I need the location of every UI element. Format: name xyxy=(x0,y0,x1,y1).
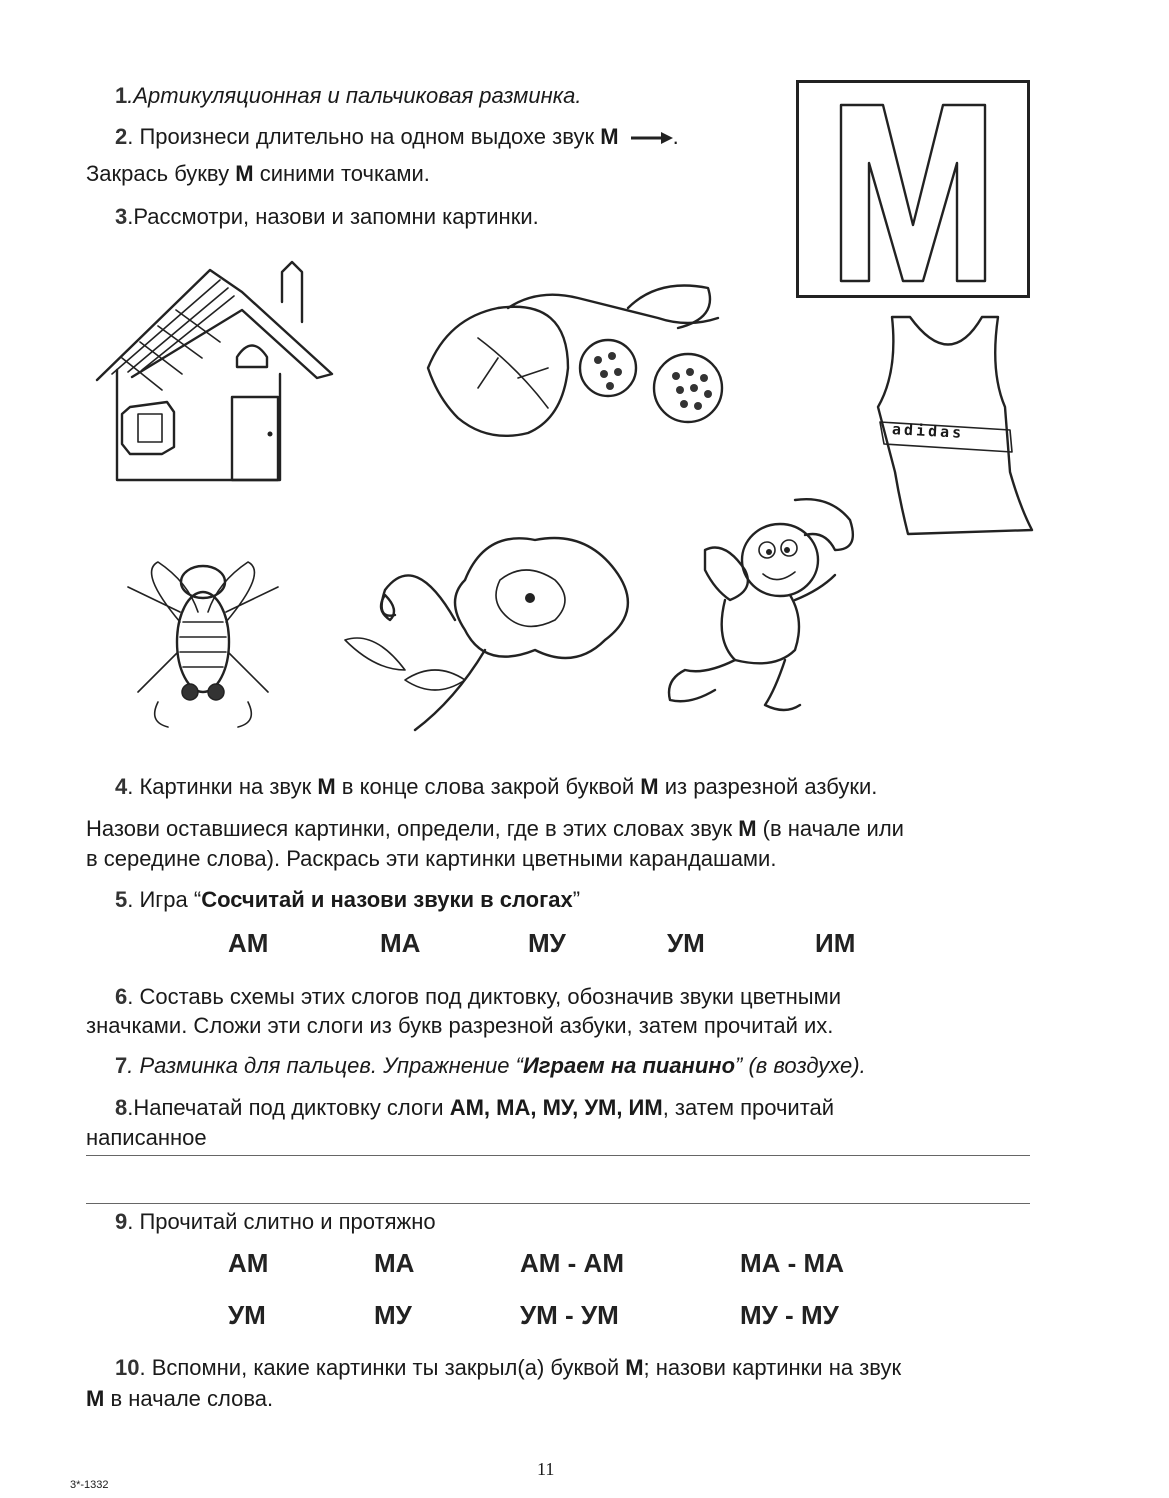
task-8: 8.Напечатай под диктовку слоги АМ, МА, МУ, УМ, ИМ, затем прочитай xyxy=(115,1095,835,1120)
syllable: МУ xyxy=(528,928,566,958)
task-2-line-2: Закрась букву М синими точками. xyxy=(86,161,430,186)
task-7: 7. Разминка для пальцев. Упражнение “Играем на пианино” (в воздухе). xyxy=(115,1053,866,1078)
syllable: УМ - УМ xyxy=(520,1300,619,1330)
task-text: .Рассмотри, назови и запомни картинки. xyxy=(127,204,539,229)
syllable: АМ xyxy=(228,928,269,958)
task-9: 9. Прочитай слитно и протяжно xyxy=(115,1209,436,1234)
arrow-right-icon xyxy=(629,130,673,146)
syllable: МУ xyxy=(374,1300,412,1330)
task-2: 2. Произнеси длительно на одном выдохе звук М . xyxy=(115,124,679,149)
task-6: 6. Составь схемы этих слогов под диктовку, обозначив звуки цветными xyxy=(115,984,842,1009)
syllable: МА xyxy=(380,928,421,958)
syllable: УМ xyxy=(228,1300,266,1330)
sound-letter: М xyxy=(600,124,619,149)
task-number: 3 xyxy=(115,204,128,229)
syllable: АМ - АМ xyxy=(520,1248,624,1278)
outline-letter-m xyxy=(799,83,1027,295)
print-code: 3*-1332 xyxy=(70,1479,109,1491)
task-text: . Произнеси длительно на одном выдохе звук xyxy=(127,124,601,149)
syllable: МУ - МУ xyxy=(740,1300,839,1330)
syllable: МА - МА xyxy=(740,1248,844,1278)
writing-line[interactable] xyxy=(86,1203,1030,1204)
house-picture xyxy=(92,262,337,487)
task-1 xyxy=(115,82,581,110)
task-number: 5 xyxy=(115,887,128,912)
task-4: 4. Картинки на звук М в конце слова закрой буквой М из разрезной азбуки. xyxy=(115,774,878,799)
task-4-line-2: Назови оставшиеся картинки, определи, где в этих словах звук М (в начале или xyxy=(86,816,904,841)
task-10-line-2: М в начале слова. xyxy=(86,1386,274,1411)
letter-card xyxy=(796,80,1030,298)
task-3 xyxy=(115,203,539,231)
syllable: УМ xyxy=(667,928,705,958)
task-5: 5. Игра “Сосчитай и назови звуки в слогах” xyxy=(115,887,581,912)
fly-picture xyxy=(118,542,288,732)
task-number: 6 xyxy=(115,984,128,1009)
rose-picture xyxy=(335,520,665,735)
brand-label: adidas xyxy=(891,420,965,442)
task-number: 7 xyxy=(115,1053,128,1078)
task-number: 4 xyxy=(115,774,128,799)
raspberry-picture xyxy=(418,278,748,458)
task-8-line-2: написанное xyxy=(86,1125,207,1150)
gnome-picture xyxy=(655,490,865,725)
syllable: АМ xyxy=(228,1248,269,1278)
task-number: 9 xyxy=(115,1209,128,1234)
task-number: 10 xyxy=(115,1355,140,1380)
page-number: 11 xyxy=(537,1459,555,1479)
tank-top-picture xyxy=(870,312,1030,537)
task-number: 2 xyxy=(115,124,128,149)
task-number: 1 xyxy=(115,83,128,108)
syllable: МА xyxy=(374,1248,415,1278)
task-text: .Артикуляционная и пальчиковая разминка. xyxy=(127,83,582,108)
task-10: 10. Вспомни, какие картинки ты закрыл(а) буквой М; назови картинки на звук xyxy=(115,1355,902,1380)
syllable: ИМ xyxy=(815,928,856,958)
writing-line[interactable] xyxy=(86,1155,1030,1156)
task-4-line-3: в середине слова). Раскрась эти картинки цветными карандашами. xyxy=(86,846,777,871)
task-6-line-2: значками. Сложи эти слоги из букв разрезной азбуки, затем прочитай их. xyxy=(86,1013,834,1038)
task-number: 8 xyxy=(115,1095,128,1120)
